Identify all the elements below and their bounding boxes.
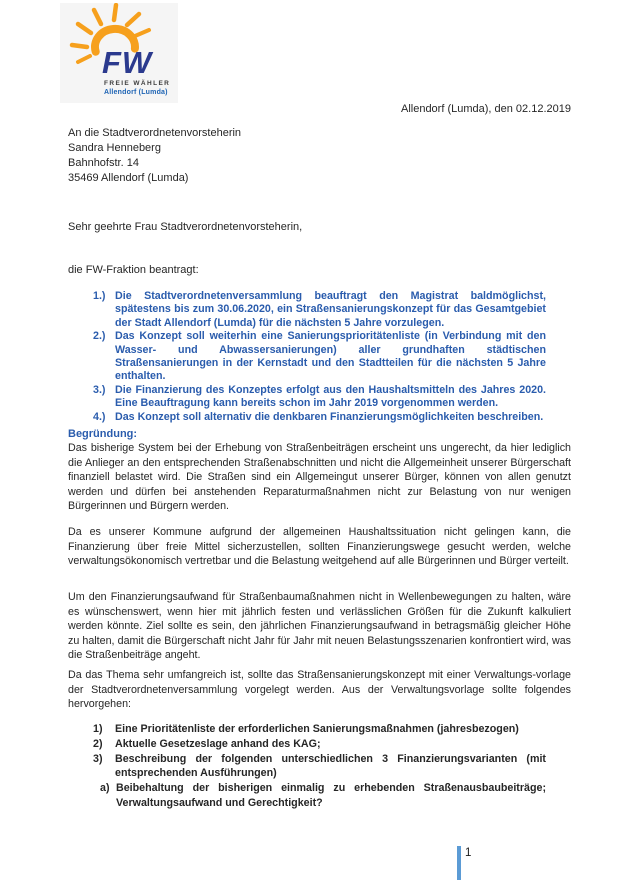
justification-paragraph-4: Da das Thema sehr umfangreich ist, sollte das Straßensanierungskonzept mit einer Verwaltungs-vorlage der Stadtverordnetenversammlung vorgelegt werden. Aus der Verwaltungsvorlage sollte folgendes hervorgehen: [68,669,571,710]
motion-item [93,330,546,384]
requirement-subitem [93,781,546,811]
justification-paragraph-1: Das bisherige System bei der Erhebung von Straßenbeiträgen erscheint uns ungerecht, da hier lediglich die Anlieger an den entsprechenden Straßenabschnitten und nicht die Allgemeinheit unserer Bürgerschaft finanziell belastet wird. Die Straßen sind ein Allgemeingut unserer Bürger, können von allen genutzt werden und dürfen bei anstehenden Reparaturmaßnahmen nicht zur Belastung von nur wenigen Bürgerinnen und Bürgern werden. [68,442,571,512]
recipient-line: An die Stadtverordnetenvorsteherin [68,127,242,139]
requirement-item-text: Beschreibung der folgenden unterschiedlichen 3 Finanzierungsvarianten (mit entsprechenden Ausführungen) [115,752,546,780]
justification-paragraph-2: Da es unserer Kommune aufgrund der allgemeinen Haushaltssituation nicht gelingen kann, die Finanzierung über freie Mittel sicherzustellen, sollten Finanzierungswege gesucht werden, welche verwaltungsökonomisch vertretbar und die Belastung weitgehend auf alle Bürgerinnen und Bürger verteilt. [68,526,571,567]
motion-item-marker: 2.) [93,330,106,343]
requirement-item-text: Aktuelle Gesetzeslage anhand des KAG; [115,737,321,750]
motion-item [93,290,546,330]
recipient-line: Bahnhofstr. 14 [68,157,139,169]
footer-accent-bar [457,846,461,880]
salutation: Sehr geehrte Frau Stadtverordnetenvorsteherin, [68,221,303,233]
motion-item [93,384,546,411]
motion-item-text: Die Stadtverordnetenversammlung beauftragt den Magistrat baldmöglichst, spätestens bis zum 30.06.2020, ein Straßensanierungskonzept für das Gesamtgebiet der Stadt Allendorf (Lumda) für die nächsten 5 Jahre vorzulegen. [115,290,546,329]
logo-location: Allendorf (Lumda) [104,89,168,96]
requirement-item-marker: 1) [93,723,103,735]
requirement-item [93,752,546,782]
recipient-address [68,126,571,186]
motion-item-marker: 3.) [93,383,106,396]
motion-item-marker: 1.) [93,290,106,302]
requirement-subitem-text: Beibehaltung der bisherigen einmalig zu erhebenden Straßenausbaubeiträge; Verwaltungsaufwand und Gerechtigkeit? [116,782,546,809]
requirements-list [68,722,546,811]
recipient-line: Sandra Henneberg [68,142,161,154]
recipient-line: 35469 Allendorf (Lumda) [68,172,189,184]
motion-item-text: Das Konzept soll alternativ die denkbaren Finanzierungsmöglichkeiten beschreiben. [115,410,544,423]
motion-list [68,290,546,424]
requirement-item-text: Eine Prioritätenliste der erforderlichen Sanierungsmaßnahmen (jahresbezogen) [115,723,519,735]
fw-logo [60,3,178,103]
requirement-subitem-marker: a) [100,782,110,795]
motion-item [93,411,546,424]
requirement-item [93,737,546,752]
justification-heading: Begründung: [68,428,138,440]
requirement-item-marker: 3) [93,752,103,765]
intro-line: die FW-Fraktion beantragt: [68,264,199,276]
requirement-item-marker: 2) [93,737,103,750]
motion-item-text: Die Finanzierung des Konzeptes erfolgt aus den Haushaltsmitteln des Jahres 2020. Eine Beauftragung kann bereits schon im Jahr 2019 vorgenommen werden. [115,383,546,410]
logo-org-name: FREIE WÄHLER [104,80,171,87]
fw-monogram: FW [102,45,153,80]
requirement-item [93,722,546,737]
motion-item-marker: 4.) [93,410,106,423]
justification-paragraph-3: Um den Finanzierungsaufwand für Straßenbaumaßnahmen nicht in Wellenbewegungen zu halten, wäre es wünschenswert, wenn hier mit jährlich festen und verlässlichen Größen für die Zukunft kalkuliert werden könnte. Ziel sollte es sein, den jährlichen Finanzierungsaufwand in betragsmäßig gleicher Höhe zu halten, damit die Bürgerschaft nicht Jahr für Jahr mit neuen Belastungsszenarien konfrontiert wird, was die Straßenbeiträge angeht. [68,591,571,661]
page-number: 1 [465,847,472,859]
date-line: Allendorf (Lumda), den 02.12.2019 [400,103,571,115]
motion-item-text: Das Konzept soll weiterhin eine Sanierungsprioritätenliste (in Verbindung mit den Wasser- und Abwassersanierungen) aller grundhaften städtischen Straßensanierungen in der Kernstadt und den Stadtteilen für die nächsten 5 Jahre enthalten. [115,330,546,383]
